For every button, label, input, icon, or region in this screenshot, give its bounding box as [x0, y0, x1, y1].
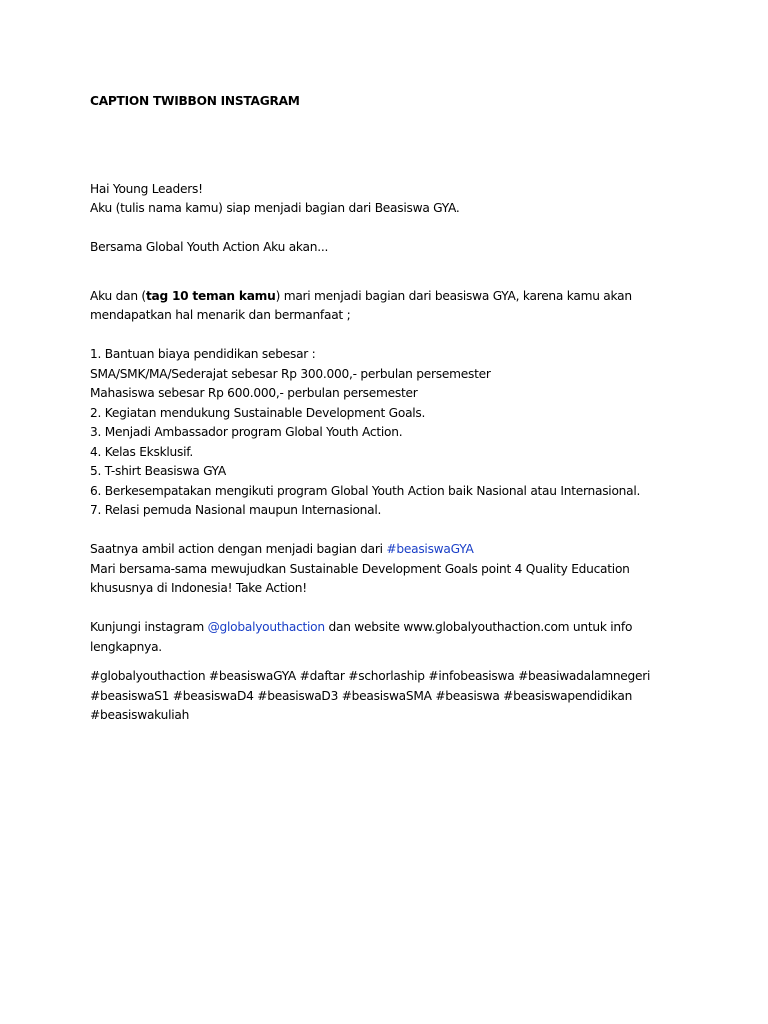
invite-line-2: mendapatkan hal menarik dan bermanfaat ; [90, 308, 351, 322]
invite-pre: Aku dan ( [90, 288, 146, 303]
hashtag-line: #beasiswakuliah [90, 708, 190, 722]
benefit-item: SMA/SMK/MA/Sederajat sebesar Rp 300.000,- perbulan persemester [90, 366, 491, 381]
action-line-2: Mari bersama-sama mewujudkan Sustainable Development Goals point 4 Quality Education [90, 561, 630, 576]
invite-tag: tag 10 teman kamu [145, 288, 276, 303]
greeting-line: Hai Young Leaders! [90, 181, 203, 196]
benefit-item: 4. Kelas Eksklusif. [90, 444, 194, 459]
benefit-item: 1. Bantuan biaya pendidikan sebesar : [90, 347, 316, 361]
benefit-item: Mahasiswa sebesar Rp 600.000,- perbulan persemester [90, 386, 418, 400]
document-title: CAPTION TWIBBON INSTAGRAM [90, 94, 300, 108]
intro-line: Aku (tulis nama kamu) siap menjadi bagian dari Beasiswa GYA. [90, 201, 460, 215]
visit-line-1 [90, 618, 690, 638]
benefit-item: 2. Kegiatan mendukung Sustainable Development Goals. [90, 405, 426, 420]
action-pre: Saatnya ambil action dengan menjadi bagian dari [90, 542, 387, 556]
beasiswagya-hashtag-link[interactable]: #beasiswaGYA [386, 542, 474, 556]
instagram-handle-link[interactable]: @globalyouthaction [207, 620, 325, 634]
visit-post: dan website www.globalyouthaction.com untuk info [324, 620, 633, 634]
hashtag-line: #beasiswaS1 #beasiswaD4 #beasiswaD3 #beasiswaSMA #beasiswa #beasiswapendidikan [90, 688, 633, 703]
document-content [90, 92, 690, 726]
invite-post: ) mari menjadi bagian dari beasiswa GYA, karena kamu akan [275, 288, 632, 303]
together-line: Bersama Global Youth Action Aku akan... [90, 240, 329, 254]
action-line-1 [90, 540, 690, 560]
action-line-3: khususnya di Indonesia! Take Action! [90, 581, 307, 595]
hashtag-line: #globalyouthaction #beasiswaGYA #daftar #schorlaship #infobeasiswa #beasiwadalamnegeri [90, 669, 651, 683]
benefit-item: 6. Berkesempatakan mengikuti program Global Youth Action baik Nasional atau Internasional. [90, 483, 641, 498]
invite-line-1 [90, 287, 690, 307]
benefit-item: 7. Relasi pemuda Nasional maupun Internasional. [90, 503, 382, 517]
benefit-item: 3. Menjadi Ambassador program Global Youth Action. [90, 425, 403, 439]
visit-line-2: lengkapnya. [90, 639, 162, 654]
benefit-item: 5. T-shirt Beasiswa GYA [90, 464, 226, 478]
visit-pre: Kunjungi instagram [90, 620, 208, 634]
